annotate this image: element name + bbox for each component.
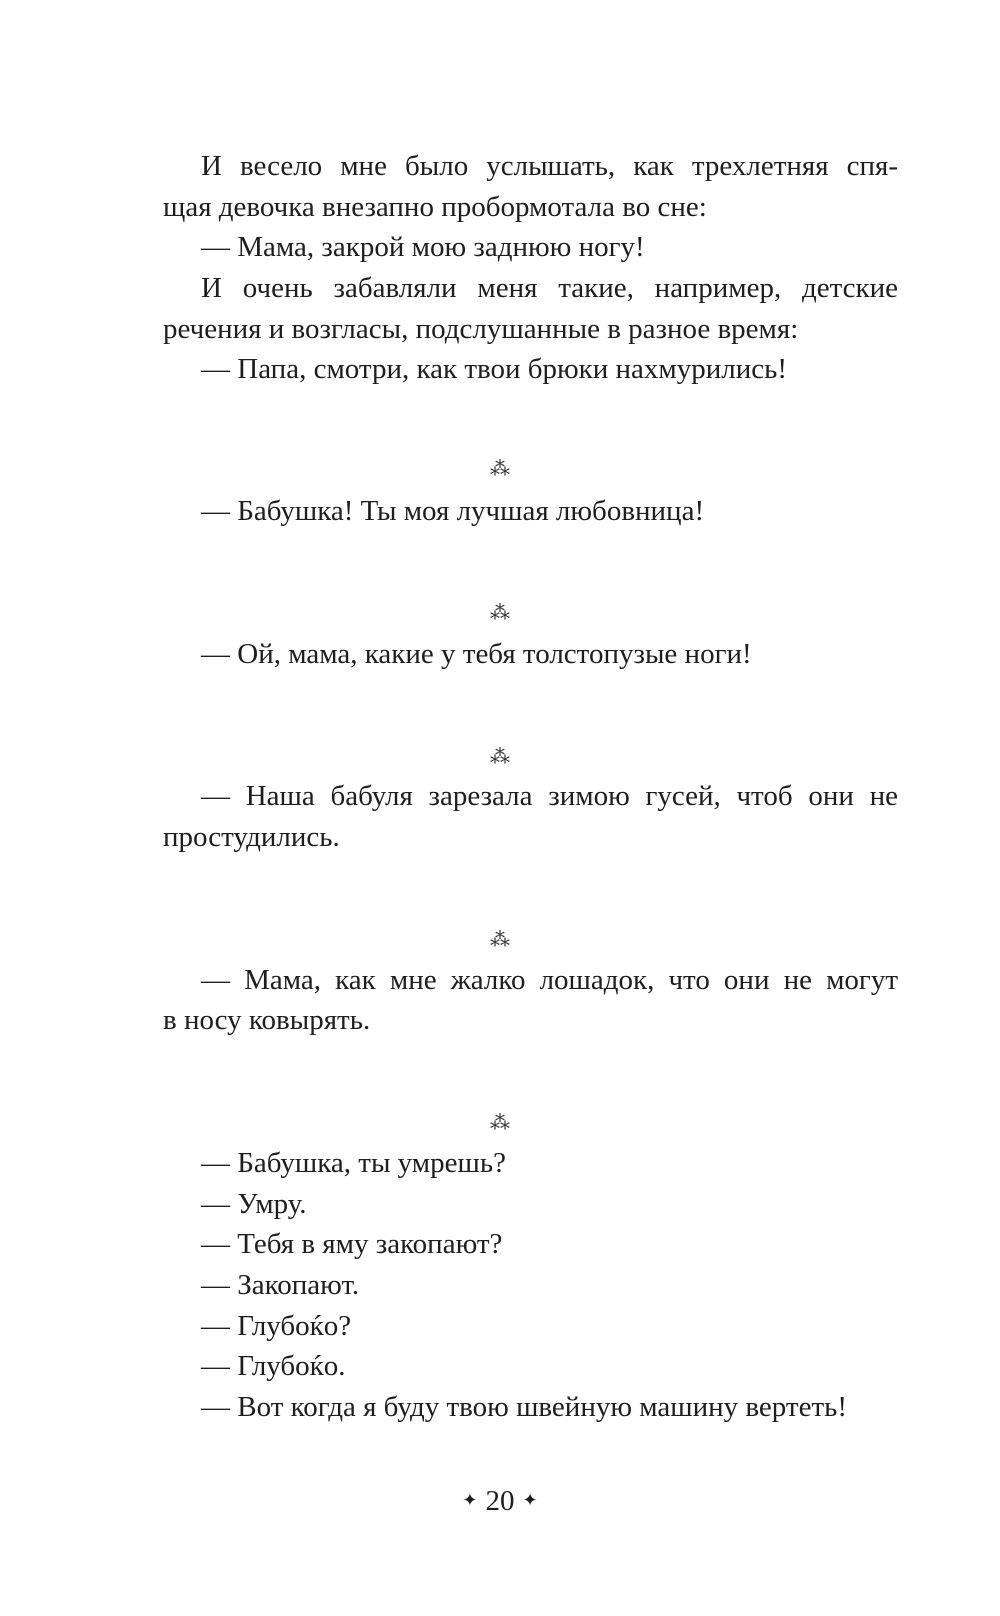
section-break-asterism: ⁂ bbox=[490, 1112, 510, 1134]
quote-3: — Бабушка! Ты моя лучшая любовница! bbox=[201, 495, 705, 527]
dialogue-line: — Глубоќо? bbox=[201, 1310, 352, 1342]
quote-2: — Папа, смотри, как твои брюки нахмурились! bbox=[201, 353, 788, 385]
paragraph-1-line-1: И весело мне было услышать, как трехлетняя спя- bbox=[201, 150, 898, 182]
dialogue-line: — Закопают. bbox=[201, 1269, 360, 1301]
quote-6-line-2: в носу ковырять. bbox=[163, 1004, 371, 1036]
page-footer bbox=[0, 1481, 1000, 1523]
ornament-star-icon: ✦ bbox=[462, 1490, 478, 1511]
dialogue-line: — Тебя в яму закопают? bbox=[201, 1228, 503, 1260]
section-break-asterism: ⁂ bbox=[490, 746, 510, 768]
quote-5-line-2: простудились. bbox=[163, 821, 340, 853]
quote-4: — Ой, мама, какие у тебя толстопузые ноги! bbox=[201, 638, 752, 670]
quote-1: — Мама, закрой мою заднюю ногу! bbox=[201, 231, 645, 263]
paragraph-2-line-2: речения и возгласы, подслушанные в разное время: bbox=[163, 313, 799, 345]
paragraph-1-line-2: щая девочка внезапно пробормотала во сне: bbox=[163, 191, 707, 223]
dialogue-line: — Вот когда я буду твою швейную машину вертеть! bbox=[201, 1391, 848, 1423]
paragraph-2-line-1: И очень забавляли меня такие, например, детские bbox=[201, 272, 898, 304]
section-break-asterism: ⁂ bbox=[490, 458, 510, 480]
dialogue-line: — Бабушка, ты умрешь? bbox=[201, 1147, 506, 1179]
section-break-asterism: ⁂ bbox=[490, 929, 510, 951]
page-number: 20 bbox=[485, 1485, 515, 1517]
quote-5-line-1: — Наша бабуля зарезала зимою гусей, чтоб они не bbox=[201, 780, 898, 812]
dialogue-line: — Глубоќо. bbox=[201, 1350, 346, 1382]
ornament-star-icon: ✦ bbox=[522, 1490, 538, 1511]
section-break-asterism: ⁂ bbox=[490, 602, 510, 624]
dialogue-line: — Умру. bbox=[201, 1188, 307, 1220]
quote-6-line-1: — Мама, как мне жалко лошадок, что они не могут bbox=[201, 964, 898, 996]
